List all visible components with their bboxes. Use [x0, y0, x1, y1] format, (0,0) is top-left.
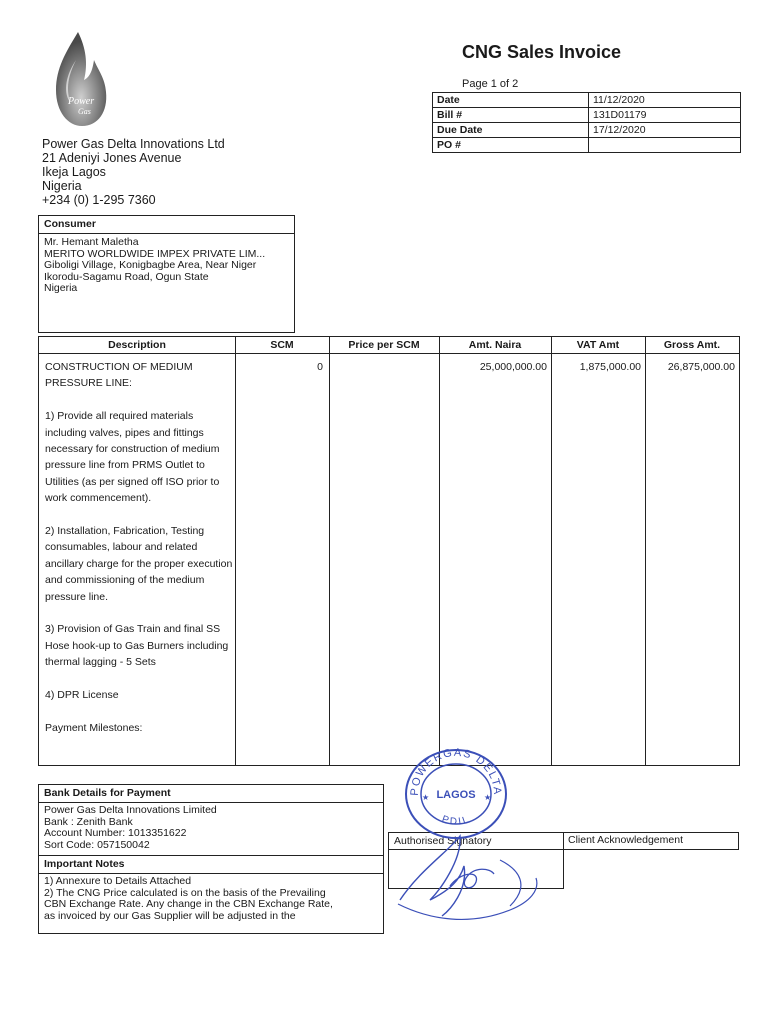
column-divider	[645, 337, 646, 765]
note-line: as invoiced by our Gas Supplier will be adjusted in the	[44, 909, 296, 922]
client-acknowledgement-label: Client Acknowledgement	[568, 834, 683, 846]
header-vat-amount: VAT Amt	[576, 339, 620, 351]
stamp-bottom-text: PDIL	[440, 813, 472, 828]
table-header-row	[39, 337, 739, 354]
description-paragraph: CONSTRUCTION OF MEDIUM PRESSURE LINE:	[45, 361, 193, 390]
line-items-table	[38, 336, 740, 766]
company-address	[42, 137, 225, 207]
meta-label: Due Date	[433, 123, 589, 138]
item-gross-amount: 26,875,000.00	[667, 361, 735, 373]
logo-text-gas: Gas	[78, 107, 91, 116]
stamp-seal-icon	[400, 742, 512, 842]
page-number: Page 1 of 2	[462, 78, 519, 90]
description-paragraph: 3) Provision of Gas Train and final SS Hose hook-up to Gas Burners including thermal lagging - 5 Sets	[45, 623, 229, 669]
bank-sort-code: Sort Code: 057150042	[44, 838, 150, 851]
company-stamp	[400, 742, 512, 842]
description-paragraph: 4) DPR License	[45, 689, 119, 702]
header-amount-naira: Amt. Naira	[468, 339, 522, 351]
notes-body	[39, 874, 383, 924]
flame-logo-icon	[48, 30, 112, 130]
authorised-signatory-label: Authorised Signatory	[394, 835, 492, 847]
header-price-per-scm: Price per SCM	[348, 339, 420, 351]
column-divider	[439, 337, 440, 765]
consumer-contact: Mr. Hemant Maletha	[44, 236, 139, 248]
consumer-country: Nigeria	[44, 282, 78, 294]
bank-account-name: Power Gas Delta Innovations Limited	[44, 804, 217, 816]
meta-value-po	[589, 138, 741, 153]
description-paragraph: 1) Provide all required materials including valves, pipes and fittings necessary for construction of medium pressure line from PRMS Outlet to Utilities (as per signed off ISO prior to work commencement).	[45, 410, 220, 505]
invoice-meta-table	[432, 92, 741, 153]
note-line: 1) Annexure to Details Attached	[44, 875, 192, 887]
item-description	[45, 359, 233, 753]
svg-text:★: ★	[484, 793, 492, 802]
meta-value-bill: 131D01179	[589, 108, 741, 123]
meta-row-bill	[433, 108, 741, 123]
bank-account-number: Account Number: 1013351622	[44, 827, 187, 839]
meta-label: PO #	[433, 138, 589, 153]
notes-heading: Important Notes	[39, 855, 383, 874]
bank-name: Bank : Zenith Bank	[44, 815, 133, 828]
item-vat-amount: 1,875,000.00	[579, 361, 641, 373]
description-paragraph: 2) Installation, Fabrication, Testing consumables, labour and related ancillary charge for the proper execution and commissioning of the medium pressure line.	[45, 525, 233, 603]
consumer-address-2: Ikorodu-Sagamu Road, Ogun State	[44, 270, 209, 283]
consumer-address-1: Giboligi Village, Konigbagbe Area, Near Niger	[44, 259, 257, 271]
meta-value-date: 11/12/2020	[589, 93, 741, 108]
consumer-company: MERITO WORLDWIDE IMPEX PRIVATE LIM...	[44, 247, 266, 260]
meta-label: Bill #	[433, 108, 589, 123]
logo-text-power: Power	[68, 96, 95, 107]
header-description: Description	[108, 339, 166, 351]
svg-text:★: ★	[422, 793, 430, 802]
meta-row-date	[433, 93, 741, 108]
meta-row-po	[433, 138, 741, 153]
column-divider	[235, 337, 236, 765]
item-amount-naira: 25,000,000.00	[479, 361, 547, 373]
stamp-center-text: LAGOS	[436, 789, 476, 801]
note-line: CBN Exchange Rate. Any change in the CBN Exchange Rate,	[44, 898, 333, 910]
header-scm: SCM	[270, 339, 294, 351]
header-gross-amount: Gross Amt.	[663, 339, 721, 351]
column-divider	[329, 337, 330, 765]
company-logo	[48, 30, 112, 130]
company-phone: +234 (0) 1-295 7360	[42, 193, 156, 207]
bank-details	[39, 803, 383, 853]
column-divider	[551, 337, 552, 765]
signature-scribble-icon	[390, 830, 570, 940]
meta-row-due-date	[433, 123, 741, 138]
bank-heading: Bank Details for Payment	[39, 785, 383, 803]
meta-label: Date	[433, 93, 589, 108]
svg-text:PDIL	[440, 814, 471, 828]
company-street: 21 Adeniyi Jones Avenue	[42, 151, 182, 165]
company-country: Nigeria	[42, 179, 82, 193]
description-paragraph: Payment Milestones:	[45, 721, 143, 734]
item-scm-value: 0	[317, 361, 323, 373]
handwritten-signature	[390, 830, 570, 940]
note-line: 2) The CNG Price calculated is on the basis of the Prevailing	[44, 886, 326, 899]
company-name: Power Gas Delta Innovations Ltd	[42, 137, 225, 151]
bank-details-box	[38, 784, 384, 934]
stamp-top-text: POWERGAS DELTA	[408, 746, 504, 797]
meta-value-due-date: 17/12/2020	[589, 123, 741, 138]
company-city: Ikeja Lagos	[42, 165, 106, 179]
consumer-box	[38, 215, 295, 333]
consumer-details	[39, 234, 294, 298]
invoice-title: CNG Sales Invoice	[462, 42, 622, 62]
consumer-heading: Consumer	[39, 216, 294, 234]
